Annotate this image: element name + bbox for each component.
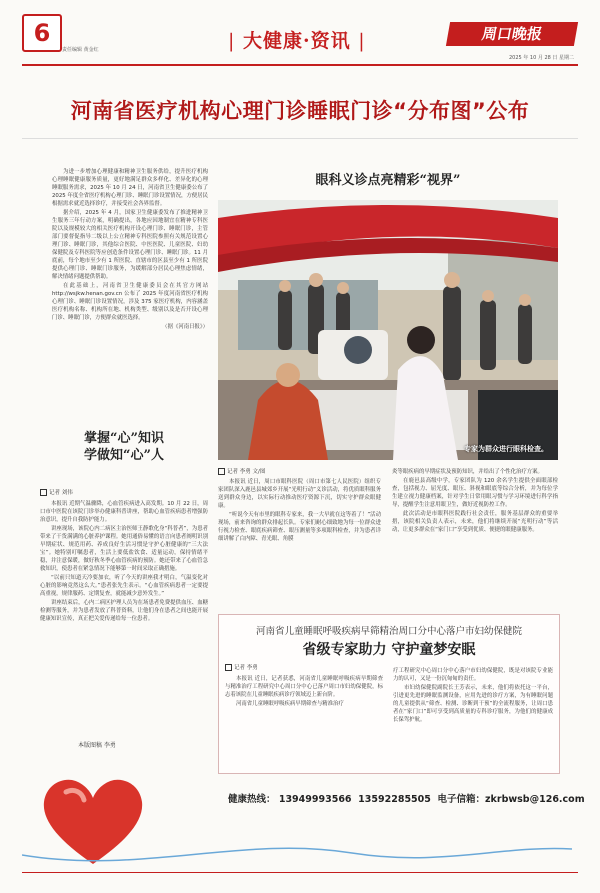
section-title-text: 大健康·资讯 (243, 30, 351, 52)
article-4-paragraph: 市妇幼保健院副院长王芳表示，未来，他们将依托这一平台，引进更先进的睡眠监测设备，应用先进的诊疗方案，为有睡眠问题的儿童提供从“筛查、检测、诊断到干预”的全流程服务，让周口患者在“家门口”即可享受到高质量的专科诊疗服务，为他们的健康成长保驾护航。 (393, 685, 553, 723)
article-2-byline-text: 记者 刘伟 (49, 490, 73, 496)
article-3-paragraph: 此次活动是市眼科医院践行社会责任，服务基层群众的重要举措，该院相关负责人表示，未来，他们将继续开展“光明行动”等活动，让更多群众在“家门口”享受到优质、便捷的眼健康服务。 (392, 511, 558, 533)
article-3-byline (218, 467, 265, 475)
hotline-label: 健康热线： (228, 794, 276, 805)
article-3-headline: 眼科义诊点亮精彩“视界” (315, 173, 461, 188)
hotline-phone-2: 13592285505 (358, 794, 431, 805)
article-2-headline (40, 430, 208, 464)
section-title: | 大健康·资讯 | (228, 30, 366, 52)
article-4-body-right (393, 667, 553, 769)
article-4-byline (225, 663, 258, 671)
page-credit: 本版图稿 李勇 (78, 742, 116, 749)
article-1-source: （据《河南日报》） (162, 324, 208, 330)
article-4-body-left (225, 675, 383, 769)
article-3-paragraph: 炎等眼疾病的早期症状及预防知识，并给出了个性化治疗方案。 (392, 469, 543, 475)
headline-rule (22, 138, 578, 139)
byline-square-icon (40, 489, 47, 496)
article-2-paragraph: 本报讯 近期气温骤降，心血管疾病进入高发期。10 月 22 日，周口市中医院在该院门诊举办健康科普讲座，帮助心血管疾病患者增强防治意识，提升自我防护能力。 (40, 501, 208, 523)
article-2-byline (40, 488, 73, 496)
photo-caption: 专家为群众进行眼科检查。 (464, 445, 548, 453)
editor-credit: 责任编辑 黄金红 (62, 47, 99, 53)
article-2-paragraph: “以前只知道天冷要加衣，听了今天的讲座我才明白，气温变化对心脏的影响竟然这么大。”患者张先生表示。“心血管疾病患者一定要提高重视，规律服药、定期复查，就能减少意外发生。” (40, 575, 208, 597)
article-1-paragraph: 为进一步增加心理健康和精神卫生服务供给，提升医疗机构心理睡眠健康服务质量，更好地满足群众多样化、差异化的心理睡眠服务需求，2025 年 10 月 24 日，河南省卫生健康委公布了 2025 年度全省医疗机构心理门诊、睡眠门诊设置情况，方便居民根据需求就近选择诊疗，并接受社会各界监督。 (52, 169, 208, 207)
article-2-paragraph: 讲座现场，该院心内二病区主治医师王静歌化身“科普者”，为患者带来了干货满满的心脏养护课程。她用通俗易懂的语言向患者阐明识别早期症状、规范用药、养成良好生活习惯是守护心脏健康的“三大法宝”。她特别叮嘱患者，生活上要低盐饮食、适量运动，保持情绪平稳，并注意保暖，做好秋冬季心血管疾病的预防。她还带来了心血管急救知识，使患者在紧急情况下能够第一时间采取正确措施。 (40, 526, 208, 572)
article-3-paragraph: 本报讯 近日，周口市眼科医院（周口市第七人民医院）组织专家团队深入鹿邑县城郊乡开展“光明行动”义诊活动，将优质眼科服务送到群众身边，以实际行动推动医疗资源下沉，切实守护群众眼健康。 (218, 479, 381, 509)
article-4-byline-text: 记者 李勇 (234, 665, 258, 671)
issue-date: 2025 年 10 月 28 日 星期二 (509, 55, 574, 61)
email-address: zkrbwsb@126.com (485, 794, 585, 805)
article-2-paragraph: 讲座结束后，心内二病区护理人员为在场患者免费提供血压、血糖检测等服务，并为患者发放了科普资料，让他们身在患者之间也能开展健康知识宣传，真正把关爱传递给每一位患者。 (40, 600, 208, 622)
email-label: 电子信箱： (437, 794, 486, 805)
article-4-paragraph: 疗工程研究中心周口分中心落户市妇幼保健院，既是对该院专业能力的认可，又是一份沉甸甸的责任。 (393, 668, 553, 682)
masthead-logo: 周口晚报 (446, 22, 578, 46)
footer-rule (22, 872, 578, 873)
article-3-paragraph: “听说今天有市里的眼科专家来，我一大早就在这等着了！”活动现场，前来咨询的群众排起长队。专家们耐心细致地为每一位群众进行视力检查、眼底疾病筛查、眼压测量等多项眼科检查，并为患者详细讲解了白内障、青光眼、角膜 (218, 512, 381, 542)
article-3-body-left (218, 478, 381, 608)
page-number: 6 (22, 14, 62, 52)
article-3-paragraph: 在鹿邑县高级中学，专家团队为 120 余名学生提供全面眼部检查，包括视力、屈光度、眼压、斜视和眼底等综合分析，并为每位学生建立视力健康档案，针对学生日常用眼习惯与学习环境进行科学指导，提醒学生注意用眼卫生，做好近视防控工作。 (392, 478, 558, 508)
health-hotline (228, 791, 585, 805)
header-rule (22, 64, 578, 66)
article-4-box (218, 614, 560, 774)
article-2-headline-line-2: 学做知“心”人 (84, 448, 164, 463)
article-3-byline-text: 记者 李勇 文/图 (227, 469, 266, 475)
article-1-paragraph: 在此基础上，河南省卫生健康委员会在其官方网站 http://wsjkw.henan.gov.cn 公布了 2025 年度河南省医疗机构心理门诊、睡眠门诊设置情况，涉及 375 家医疗机构，内容涵盖医疗机构名称、机构所在地、机构类型、级别以及是否开设心理门诊、睡眠门诊，方便群众就医选择。 (52, 283, 208, 321)
hotline-phone-1: 13949993566 (278, 794, 352, 805)
byline-square-icon (218, 468, 225, 475)
eye-clinic-photo (218, 200, 558, 460)
main-headline: 河南省医疗机构心理门诊睡眠门诊“分布图”公布 (70, 99, 530, 123)
article-3-body-right (392, 468, 558, 608)
article-1-paragraph: 据介绍，2025 年 4 月，国家卫生健康委发布了推进精神卫生服务三年行动方案，明确提出，各地应因地制宜在精神专科医院以及规模较大的相关医疗机构开设心理门诊、睡眠门诊，主管部门要督促指导二级以上公立精神专科医院参照有关规范设置心理门诊、睡眠门诊，其他综合医院、中医医院、儿童医院、妇幼保健院及专科医院等应创造条件设置心理门诊、睡眠门诊。11 月底前，每个地市至少有 1 所医院、直辖市的区县至少有 1 所医院提供心理门诊、睡眠门诊服务，为缓解部分居民心理焦虑情绪，解决情绪问题提供帮助。 (52, 210, 208, 280)
byline-square-icon (225, 664, 232, 671)
article-4-kicker: 河南省儿童睡眠呼吸疾病早筛精治周口分中心落户市妇幼保健院 (255, 626, 522, 637)
article-2-headline-line-1: 掌握“心”知识 (84, 431, 164, 446)
article-2-body (40, 500, 208, 732)
wave-decoration (22, 835, 572, 875)
article-4-paragraph: 本报讯 近日，记者获悉，河南省儿童睡眠呼吸疾病早期筛查与精准治疗工程研究中心周口分中心已落户周口市妇幼保健院，标志着该院在儿童睡眠疾病诊疗领域迈上新台阶。 (225, 676, 383, 698)
article-4-paragraph: 河南省儿童睡眠呼吸疾病早期筛查与精准治疗 (236, 701, 344, 707)
article-1-body (52, 168, 208, 428)
photo-illustration (218, 200, 558, 460)
article-4-headline: 省级专家助力 守护童梦安眠 (302, 642, 476, 658)
